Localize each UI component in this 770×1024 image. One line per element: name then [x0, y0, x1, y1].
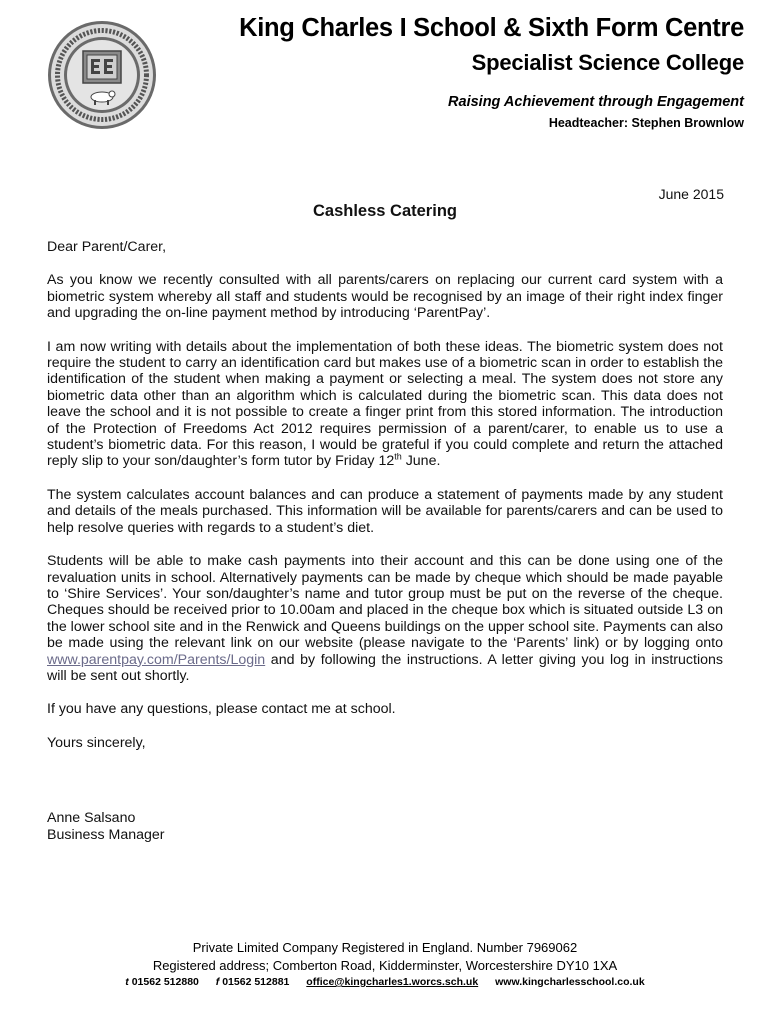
fax-number: 01562 512881: [222, 976, 290, 988]
school-crest-logo: [46, 19, 158, 131]
paragraph-4: Students will be able to make cash payments into their account and this can be done using one of the revaluation units in school. Alternatively payments can be made by cheque which should be made payable to ‘Shire Services’. Your son/daughter’s name and tutor group must be put on the reverse of the cheque. Cheques should be received prior to 10.00am and placed in the cheque box which is situated outside L3 on the lower school site and in the Renwick and Queens buildings on the upper school site. Payments can also be made using the relevant link on our website (please navigate to the ‘Parents’ link) or by logging onto www.parentpay.com/Parents/Login and by following the instructions. A letter giving you log in instructions will be sent out shortly.: [47, 553, 723, 684]
footer-contact: [0, 976, 770, 988]
salutation: Dear Parent/Carer,: [47, 239, 167, 255]
signatory-title: Business Manager: [47, 827, 165, 843]
headteacher-name: Headteacher: Stephen Brownlow: [548, 116, 744, 130]
college-subtitle: Specialist Science College: [471, 50, 744, 75]
closing: Yours sincerely,: [47, 734, 146, 751]
footer-company-info: Private Limited Company Registered in England. Number 7969062: [192, 940, 578, 955]
signature-block: [47, 810, 165, 844]
letter-date: June 2015: [658, 186, 724, 202]
paragraph-3: The system calculates account balances and can produce a statement of payments made by any student and details of the meals purchased. This information will be available for parents/carers and can be used to help resolve queries with regards to a student’s diet.: [47, 486, 723, 536]
email-link[interactable]: office@kingcharles1.worcs.sch.uk: [306, 976, 479, 988]
school-name: King Charles I School & Sixth Form Centre: [239, 14, 744, 42]
paragraph-2: I am now writing with details about the implementation of both these ideas. The biometric system does not require the student to carry an identification card but makes use of a biometric scan in order to establish the identification of the student when making a payment or selecting a meal. The system does not store any biometric data other than an algorithm which is calculated during the biometric scan. This data does not leave the school and it is not possible to create a finger print from this stored information. The introduction of the Protection of Freedoms Act 2012 requires permission of a parent/carer, to enable us to use a student’s biometric data. For this reason, I would be grateful if you could complete and return the attached reply slip to your son/daughter’s form tutor by Friday 12th June.: [47, 338, 723, 470]
tel-number: 01562 512880: [131, 976, 199, 988]
parentpay-link[interactable]: www.parentpay.com/Parents/Login: [47, 651, 266, 668]
website-text: www.kingcharlesschool.co.uk: [495, 976, 645, 988]
tel-label: t: [125, 976, 129, 988]
paragraph-1: As you know we recently consulted with all parents/carers on replacing our current card system with a biometric system whereby all staff and students would be recognised by an image of their right index finger and upgrading the on-line payment method by introducing ‘ParentPay’.: [47, 272, 723, 322]
signatory-name: Anne Salsano: [47, 810, 136, 826]
paragraph-5: If you have any questions, please contact me at school.: [47, 701, 396, 718]
fax-label: f: [215, 976, 220, 988]
footer-address: Registered address; Comberton Road, Kidderminster, Worcestershire DY10 1XA: [152, 958, 618, 973]
letter-subject: Cashless Catering: [313, 202, 457, 220]
letter-body: [47, 239, 723, 768]
school-tagline: Raising Achievement through Engagement: [448, 94, 744, 110]
